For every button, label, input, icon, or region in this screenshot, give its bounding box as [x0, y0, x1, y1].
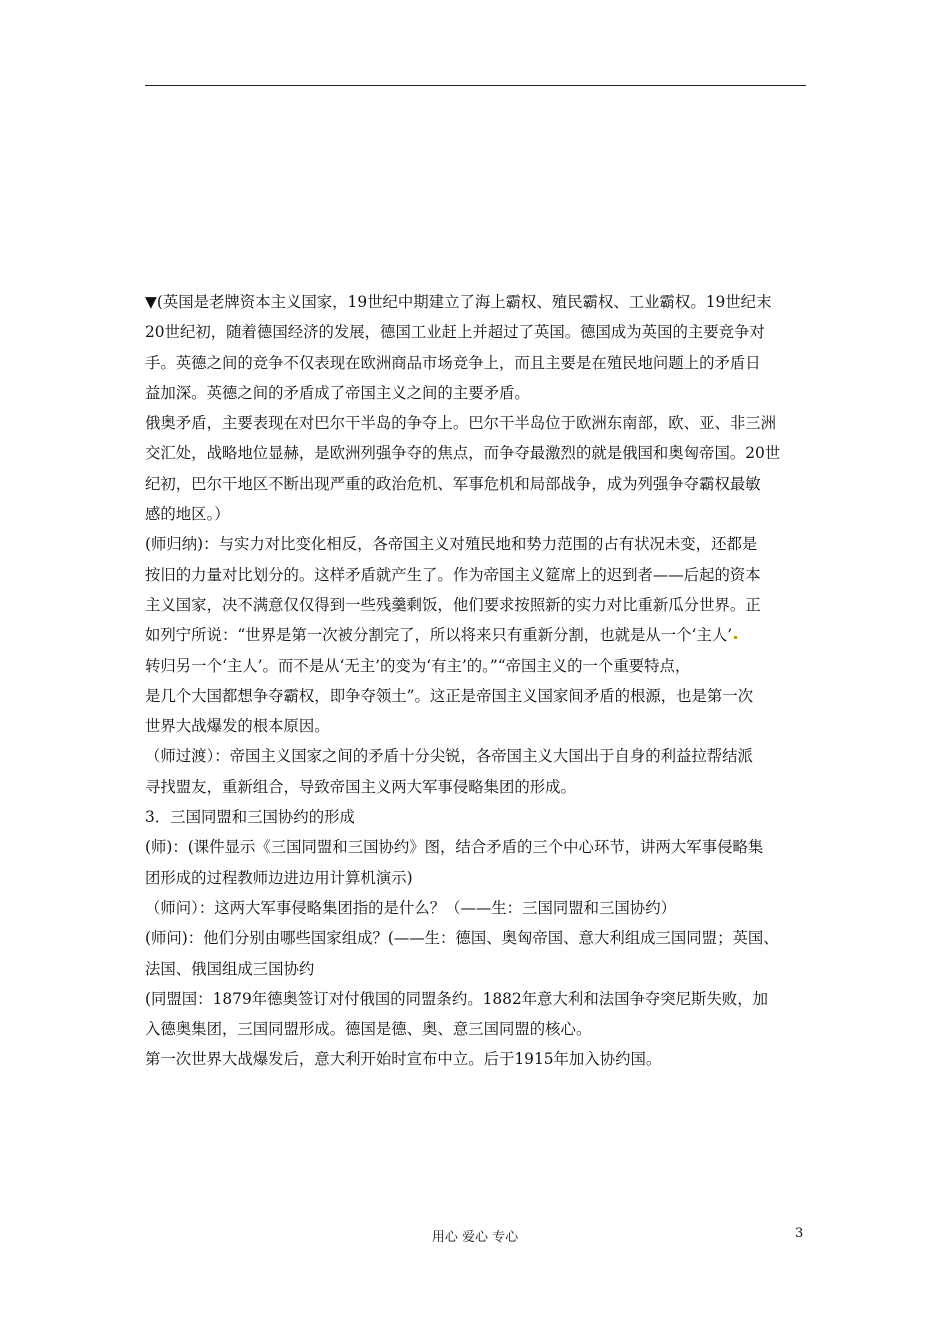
header-rule: [145, 85, 806, 86]
text-line: (师归纳)：与实力对比变化相反，各帝国主义对殖民地和势力范围的占有状况未变，还都是: [145, 535, 758, 554]
text-line: 手。英德之间的竞争不仅表现在欧洲商品市场竞争上，而且主要是在殖民地问题上的矛盾日: [145, 353, 761, 372]
page-number: 3: [795, 1226, 804, 1241]
text-line: 如列宁所说：“世界是第一次被分割完了，所以将来只有重新分割，也就是从一个‘主人’: [145, 620, 810, 650]
text-line: (师)：(课件显示《三国同盟和三国协约》图，结合矛盾的三个中心环节，讲两大军事侵略集: [145, 838, 764, 857]
scan-mark: [734, 636, 737, 639]
text-line: 入德奥集团，三国同盟形成。德国是德、奥、意三国同盟的核心。: [145, 1020, 592, 1039]
paragraph-teacher-question-2: [145, 923, 810, 984]
text-line: ▼(英国是老牌资本主义国家，19世纪中期建立了海上霸权、殖民霸权、工业霸权。19世纪末: [145, 293, 772, 311]
paragraph-teacher-transition: [145, 741, 810, 802]
text-line: 3．三国同盟和三国协约的形成: [145, 808, 355, 827]
text-line: 是几个大国都想争夺霸权，即争夺领土”。这正是帝国主义国家间矛盾的根源，也是第一次: [145, 686, 754, 705]
paragraph-triple-alliance: [145, 984, 810, 1045]
text-line: （师问）：这两大军事侵略集团指的是什么？（——生：三国同盟和三国协约）: [145, 898, 676, 917]
document-body: [145, 287, 810, 1075]
text-line: 转归另一个‘主人’。而不是从‘无主’的变为‘有主’的。”“帝国主义的一个重要特点，: [145, 656, 691, 675]
text-line: 主义国家，决不满意仅仅得到一些残羹剩饭，他们要求按照新的实力对比重新瓜分世界。正: [145, 595, 761, 614]
text-line: 寻找盟友，重新组合，导致帝国主义两大军事侵略集团的形成。: [145, 777, 576, 796]
text-line: 按旧的力量对比划分的。这样矛盾就产生了。作为帝国主义筵席上的迟到者——后起的资本: [145, 565, 761, 584]
text-line: 第一次世界大战爆发后，意大利开始时宣布中立。后于1915年加入协约国。: [145, 1050, 662, 1069]
text-line: (师问)：他们分别由哪些国家组成？(——生：德国、奥匈帝国、意大利组成三国同盟；英国、: [145, 929, 779, 948]
paragraph-italy-neutral: [145, 1044, 810, 1074]
paragraph-section-heading: [145, 802, 810, 832]
text-line: 纪初，巴尔干地区不断出现严重的政治危机、军事危机和局部战争，成为列强争夺霸权最敏: [145, 474, 761, 493]
text-line: 20世纪初，随着德国经济的发展，德国工业赶上并超过了英国。德国成为英国的主要竞争对: [145, 323, 765, 342]
paragraph-russia-austria: [145, 408, 810, 529]
text-line: 益加深。英德之间的矛盾成了帝国主义之间的主要矛盾。: [145, 383, 530, 402]
text-line: 交汇处，战略地位显赫，是欧洲列强争夺的焦点，而争夺最激烈的就是俄国和奥匈帝国。20世: [145, 444, 781, 463]
text-line: 法国、俄国组成三国协约: [145, 959, 315, 978]
paragraph-teacher-summary: [145, 529, 810, 741]
text-line: 俄奥矛盾，主要表现在对巴尔干半岛的争夺上。巴尔干半岛位于欧洲东南部，欧、亚、非三洲: [145, 414, 777, 433]
text-line: 团形成的过程教师边进边用计算机演示): [145, 868, 413, 887]
text-line: （师过渡）：帝国主义国家之间的矛盾十分尖锐，各帝国主义大国出于自身的利益拉帮结派: [145, 747, 753, 766]
footer-slogan: 用心 爱心 专心: [431, 1230, 519, 1245]
paragraph-teacher-courseware: [145, 832, 810, 893]
text-line: 世界大战爆发的根本原因。: [145, 717, 330, 736]
paragraph-britain-germany: [145, 287, 810, 408]
text-line: (同盟国：1879年德奥签订对付俄国的同盟条约。1882年意大利和法国争夺突尼斯失败，加: [145, 989, 769, 1008]
text-line: 感的地区。）: [145, 505, 230, 524]
paragraph-teacher-question-1: [145, 893, 810, 923]
